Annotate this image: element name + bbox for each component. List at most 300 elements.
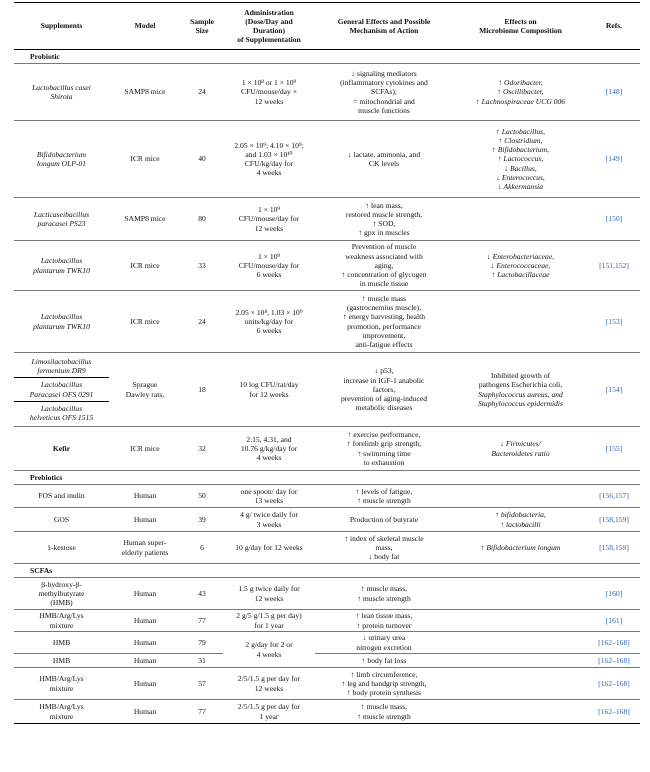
cell-line: Lactobacillus casei (32, 82, 91, 92)
cell-line: ↑ muscle strength (357, 593, 411, 603)
cell-ref (588, 578, 640, 610)
cell-general-effects (315, 427, 453, 471)
ref-link[interactable]: [161] (605, 615, 623, 625)
cell-general-effects (315, 291, 453, 353)
cell-line: Paracasei OFS 0291 (29, 389, 94, 399)
cell-line: and 1.03 × 10¹⁰ (245, 149, 293, 159)
cell-model (109, 508, 181, 532)
cell-supplement (14, 508, 109, 532)
cell-line: muscle functions (358, 105, 410, 115)
table-row (14, 532, 640, 564)
cell-microbiome (453, 64, 588, 121)
cell-line: Inhibited growth of (490, 371, 551, 381)
cell-general-effects (315, 508, 453, 532)
cell-line: Human (133, 514, 157, 524)
cell-line: 3 weeks (256, 519, 282, 529)
cell-line: factors, (372, 384, 396, 394)
cell-line: Bifidobacterium (36, 149, 87, 159)
cell-line: paracasei PS23 (37, 219, 86, 228)
cell-general-effects (315, 578, 453, 610)
cell-general-effects (315, 64, 453, 121)
cell-line: ICR mice (130, 154, 160, 164)
cell-ref (588, 198, 640, 241)
cell-line: 10.76 g/kg/day for (240, 443, 298, 453)
cell-line: 12 weeks (254, 683, 284, 693)
cell-line: methylbutyrate (38, 588, 85, 598)
cell-line: 4 g/ twice daily for (240, 510, 298, 520)
cell-microbiome (453, 668, 588, 700)
cell-sample-size: 31 (181, 654, 223, 668)
cell-line: ↑ Clostridium, (498, 135, 543, 145)
cell-supplement (14, 64, 109, 121)
cell-line: ↓ Bacillus, (504, 163, 537, 173)
cell-line: ↑ muscle strength (357, 711, 411, 721)
cell-line: 4 weeks (256, 453, 282, 463)
cell-line: 2.05 × 10⁸, 1.03 × 10⁹ (235, 307, 303, 317)
cell-ref (588, 610, 640, 632)
cell-sample-size: 43 (181, 578, 223, 610)
cell-line: Human (133, 491, 157, 501)
cell-supplement (14, 610, 109, 632)
cell-line: ↑ Odoribacter, (498, 78, 543, 88)
cell-line: Bacteroidetes ratio (491, 448, 550, 458)
cell-model (109, 632, 181, 654)
cell-sample-size: 33 (181, 241, 223, 291)
cell-line: 1 × 10⁹ (257, 251, 281, 261)
table-row (14, 427, 640, 471)
cell-supplement (14, 700, 109, 724)
cell-line: one spoon/ day for (240, 486, 298, 496)
header-administration (223, 3, 315, 50)
cell-line: Human (133, 588, 157, 598)
ref-link[interactable]: [162–168] (598, 655, 630, 665)
cell-line: ↑ lactobacilli (500, 519, 541, 529)
cell-sample-size: 79 (181, 632, 223, 654)
cell-line: 1 × 10⁸ or 1 × 10⁹ (241, 78, 297, 88)
cell-line: Limosilactobacillus (31, 356, 92, 366)
sub-supplement (14, 401, 109, 424)
table-row (14, 668, 640, 700)
table-row (14, 121, 640, 198)
cell-model (109, 427, 181, 471)
cell-ref (588, 654, 640, 668)
header-line: Administration (244, 7, 294, 17)
ref-link[interactable]: [150] (605, 214, 623, 224)
cell-supplement (14, 291, 109, 353)
cell-line: HMB/Arg/Lys (39, 611, 84, 621)
cell-sample-size: 32 (181, 427, 223, 471)
cell-ref (588, 241, 640, 291)
cell-supplement (14, 485, 109, 508)
cell-line: plantarum TWK10 (33, 321, 90, 331)
cell-line: ↓ Firmicutes/ (500, 439, 541, 449)
cell-line: Lacticaseibacillus (33, 209, 90, 219)
cell-ref (588, 64, 640, 121)
cell-line: FOS and inulin (38, 491, 85, 501)
section-title: Prebiotics (14, 471, 640, 485)
cell-sample-size: 24 (181, 291, 223, 353)
cell-line: ↓ Enterococcus, (496, 172, 545, 182)
cell-line: ↓ body fat (368, 552, 400, 562)
supplements-table (14, 2, 640, 724)
cell-line: Human (133, 637, 157, 647)
cell-line: mixture (49, 711, 74, 721)
cell-line: β-hydroxy-β- (41, 579, 82, 589)
cell-line: 12 weeks (254, 223, 284, 233)
cell-administration (223, 508, 315, 532)
ref-link[interactable]: [156,157] (599, 491, 629, 501)
cell-line: fermentum DR9 (37, 366, 86, 376)
cell-model (109, 198, 181, 241)
cell-line: 13 weeks (254, 496, 284, 505)
cell-line: ↑ Lactococcus, (497, 154, 544, 164)
ref-link[interactable]: [148] (605, 87, 623, 97)
cell-microbiome (453, 485, 588, 508)
cell-line: 4 weeks (256, 168, 282, 178)
cell-line: ↑ muscle mass, (360, 584, 408, 594)
cell-ref (588, 121, 640, 198)
cell-line: ↑ swimming time (357, 448, 411, 458)
header-line: Sample (189, 16, 215, 26)
cell-model (109, 578, 181, 610)
cell-line: pathogens Escherichia coli, (478, 380, 563, 390)
cell-line: ↓ Enterococcaceae, (490, 260, 551, 270)
cell-administration (223, 700, 315, 724)
ref-link[interactable]: [162–168] (598, 678, 630, 688)
cell-line: HMB/Arg/Lys (39, 674, 84, 684)
cell-model (109, 291, 181, 353)
header-line: Microbiome Composition (479, 26, 562, 35)
table-body (14, 50, 640, 724)
cell-line: HMB/Arg/Lys (39, 702, 84, 712)
table-row (14, 654, 640, 668)
cell-microbiome (453, 198, 588, 241)
cell-line: ↑ Lachnospiraceae UCG 006 (475, 96, 566, 106)
cell-sample-size: 57 (181, 668, 223, 700)
cell-line: units/kg/day for (244, 316, 294, 326)
cell-line: 6 weeks (256, 326, 282, 336)
header-line: Mechanism of Action (349, 26, 419, 35)
cell-line: Shirota (50, 92, 73, 101)
cell-microbiome (453, 632, 588, 654)
cell-line: plantarum TWK10 (33, 265, 90, 275)
cell-line: ↑ leg and handgrip strength, (341, 678, 427, 688)
cell-line: SCFAs); (370, 87, 398, 97)
cell-line: 2.05 × 10⁹; 4.10 × 10⁹; (234, 140, 304, 150)
cell-line: metabolic diseases (355, 403, 413, 413)
cell-line: ↑ protein turnover (356, 620, 412, 630)
cell-administration (223, 427, 315, 471)
cell-line: (HMB) (50, 598, 73, 608)
header-supplements: Supplements (14, 3, 109, 50)
cell-model (109, 121, 181, 198)
cell-sample-size: 50 (181, 485, 223, 508)
header-sample-size (181, 3, 223, 50)
cell-line: Lactobacillus (40, 312, 83, 322)
cell-general-effects (315, 532, 453, 564)
cell-supplement (14, 654, 109, 668)
cell-supplement (14, 121, 109, 198)
cell-line: 6 weeks (256, 270, 282, 280)
cell-line: ↓ signaling mediators (351, 68, 417, 78)
cell-line: ICR mice (130, 260, 160, 270)
cell-line: Dawley rats, (125, 389, 165, 399)
cell-line: ↑ gpx in muscles (358, 228, 410, 238)
ref-link[interactable]: [162–168] (598, 637, 630, 647)
cell-line: ↑ lean tissue mass, (355, 611, 413, 621)
cell-line: for 1 year (254, 620, 284, 630)
cell-supplement (14, 353, 109, 427)
cell-general-effects (315, 632, 453, 654)
cell-model (109, 485, 181, 508)
cell-microbiome (453, 610, 588, 632)
cell-line: ↑ bifidobacteria, (495, 510, 546, 520)
cell-line: CFU/mouse/day for (238, 214, 300, 224)
cell-microbiome (453, 121, 588, 198)
cell-line: in muscle tissue (359, 279, 409, 289)
cell-administration (223, 668, 315, 700)
cell-line: Lactobacillus (40, 403, 83, 413)
cell-line: Prevention of muscle (351, 242, 417, 252)
cell-line: ↑ Oscillibacter, (497, 87, 544, 97)
cell-line: ↑ Bifidobacterium, (492, 145, 549, 155)
table-row (14, 64, 640, 121)
cell-line: SAMP8 mice (124, 87, 166, 97)
cell-sample-size: 6 (181, 532, 223, 564)
cell-line: = mitochondrial and (353, 96, 415, 106)
ref-link[interactable]: [155] (605, 443, 623, 453)
cell-sample-size: 40 (181, 121, 223, 198)
cell-line: ↑ muscle strength (357, 496, 411, 505)
cell-line: ↑ lean mass, (365, 200, 403, 210)
cell-line: ↑ levels of fatigue, (355, 486, 413, 496)
table-row (14, 198, 640, 241)
cell-line: 1 × 10⁹ (257, 205, 281, 215)
cell-line: promotion, performance (347, 321, 421, 331)
sub-supplement (14, 377, 109, 400)
table-row (14, 291, 640, 353)
cell-line: ↑ SOD, (372, 219, 396, 228)
ref-link[interactable]: [149] (605, 154, 623, 164)
ref-link[interactable]: [158,159] (599, 542, 629, 552)
cell-line: ↑ muscle mass (361, 293, 407, 303)
cell-line: weakness associated with (345, 251, 423, 261)
cell-line: longum OLP-01 (36, 159, 87, 168)
cell-line: Human (133, 706, 157, 716)
ref-link[interactable]: [160] (605, 588, 623, 598)
cell-ref (588, 485, 640, 508)
cell-line: Human (133, 678, 157, 688)
cell-line: HMB (52, 637, 71, 647)
cell-line: mass, (375, 542, 393, 552)
cell-model (109, 353, 181, 427)
table-row (14, 610, 640, 632)
cell-line: Kefir (52, 443, 71, 453)
cell-line: ↑ Lactobacillus, (496, 126, 545, 136)
cell-microbiome (453, 654, 588, 668)
cell-line: Staphylococcus aureus, and (478, 389, 563, 399)
cell-line: ↑ Lactobacillaceae (491, 270, 550, 280)
cell-line: ↓ Akkermansia (497, 182, 544, 191)
cell-administration (223, 578, 315, 610)
cell-line: restored muscle strength, (345, 209, 423, 219)
cell-ref (588, 508, 640, 532)
table-row (14, 485, 640, 508)
cell-line: 4 weeks (256, 649, 282, 659)
cell-model (109, 610, 181, 632)
cell-line: prevention of aging-induced (340, 394, 428, 404)
cell-model (109, 700, 181, 724)
cell-model (109, 241, 181, 291)
cell-sample-size: 77 (181, 700, 223, 724)
header-line: Effects on (504, 16, 537, 26)
cell-line: Human (133, 615, 157, 625)
cell-line: 10 log CFU/rat/day (239, 380, 299, 390)
cell-line: helveticus OFS 1515 (29, 412, 94, 422)
cell-supplement (14, 198, 109, 241)
cell-ref (588, 427, 640, 471)
cell-microbiome (453, 241, 588, 291)
cell-supplement (14, 632, 109, 654)
header-line: Size (195, 26, 209, 35)
cell-line: ↑ forelimb grip strength, (346, 439, 422, 449)
cell-line: ↑ index of skeletal muscle (344, 533, 424, 543)
cell-microbiome (453, 291, 588, 353)
cell-line: 2 g/5 g/1.5 g per day) (236, 611, 302, 621)
cell-administration (223, 610, 315, 632)
cell-line: ↑ limb circumference, (350, 669, 418, 679)
cell-line: improvement, (362, 330, 406, 340)
cell-general-effects (315, 700, 453, 724)
cell-supplement (14, 532, 109, 564)
cell-line: (gastrocnemius muscle), (346, 303, 422, 313)
cell-administration (223, 121, 315, 198)
cell-model (109, 668, 181, 700)
cell-microbiome (453, 353, 588, 427)
header-row (14, 3, 640, 50)
cell-sample-size: 77 (181, 610, 223, 632)
cell-line: mixture (49, 683, 74, 693)
header-line: Duration) (252, 26, 286, 35)
cell-line: elderly patients (121, 547, 169, 557)
ref-link[interactable]: [151,152] (599, 260, 629, 270)
section-title: SCFAs (14, 564, 640, 578)
ref-link[interactable]: [154] (605, 384, 623, 394)
cell-line: 2/5/1.5 g per day for (237, 702, 301, 712)
cell-line: 10 g/day for 12 weeks (235, 542, 303, 552)
cell-administration (223, 485, 315, 508)
cell-administration (223, 198, 315, 241)
cell-line: for 12 weeks (249, 389, 289, 399)
cell-line: 2/5/1.5 g per day for (237, 674, 301, 684)
cell-administration (223, 64, 315, 121)
cell-model (109, 64, 181, 121)
cell-line: 2 g/day for 2 or (245, 640, 293, 650)
cell-general-effects (315, 198, 453, 241)
cell-line: ICR mice (130, 316, 160, 326)
cell-line: mixture (49, 620, 74, 630)
cell-supplement (14, 427, 109, 471)
cell-line: ↑ Bifidobacterium longum (480, 542, 561, 552)
cell-line: GOS (53, 514, 70, 524)
cell-line: ↓ lactate, ammonia, and (347, 149, 421, 159)
cell-sample-size: 24 (181, 64, 223, 121)
cell-line: nitrogen excretion (356, 642, 412, 652)
cell-line: CK levels (368, 159, 400, 168)
cell-general-effects (315, 353, 453, 427)
header-general-effects (315, 3, 453, 50)
header-refs: Refs. (588, 3, 640, 50)
cell-line: CFU/mouse/day × (241, 87, 297, 97)
cell-administration (223, 291, 315, 353)
cell-ref (588, 353, 640, 427)
table-row (14, 578, 640, 610)
cell-line: 12 weeks (254, 96, 284, 106)
cell-line: ICR mice (130, 443, 160, 453)
table-row (14, 241, 640, 291)
cell-line: ↑ body fat loss (361, 655, 407, 665)
cell-line: ↑ body protein synthesis (346, 688, 422, 698)
section-row-probiotic (14, 50, 640, 64)
cell-ref (588, 632, 640, 654)
cell-line: Sprague (132, 380, 158, 390)
header-line: (Dose/Day and (245, 16, 293, 26)
cell-model (109, 532, 181, 564)
cell-sample-size: 80 (181, 198, 223, 241)
section-row-scfas (14, 564, 640, 578)
header-line: General Effects and Possible (337, 16, 431, 26)
cell-ref (588, 668, 640, 700)
section-row-prebiotics (14, 471, 640, 485)
cell-line: ↑ exercise performance, (347, 430, 421, 440)
cell-general-effects (315, 654, 453, 668)
header-line: of Supplementation (237, 35, 301, 45)
ref-link[interactable]: [158,159] (599, 514, 629, 524)
cell-line: ↑ energy harvesting, health (342, 312, 426, 322)
cell-line: SAMP8 mice (124, 214, 166, 224)
table-row (14, 632, 640, 654)
cell-administration (223, 353, 315, 427)
cell-microbiome (453, 508, 588, 532)
cell-line: Production of butyrate (349, 514, 419, 524)
cell-general-effects (315, 610, 453, 632)
cell-microbiome (453, 578, 588, 610)
cell-line: 1.5 g twice daily for (238, 584, 300, 594)
cell-sample-size: 18 (181, 353, 223, 427)
header-model: Model (109, 3, 181, 50)
cell-microbiome (453, 532, 588, 564)
cell-line: Human super- (123, 538, 167, 548)
cell-ref (588, 291, 640, 353)
cell-line: 12 weeks (254, 593, 284, 603)
table-row (14, 700, 640, 724)
cell-model (109, 654, 181, 668)
cell-line: aging, (374, 260, 394, 270)
cell-line: 2.15, 4.31, and (246, 434, 292, 444)
cell-line: Human (133, 655, 157, 665)
table-row (14, 508, 640, 532)
ref-link[interactable]: [162–168] (598, 706, 630, 716)
cell-line: 1 year (259, 711, 279, 721)
cell-general-effects (315, 241, 453, 291)
cell-line: Lactobacillus (40, 380, 83, 390)
cell-line: CFU/kg/day for (244, 159, 294, 168)
cell-line: Lactobacillus (40, 256, 83, 266)
cell-general-effects (315, 485, 453, 508)
cell-line: anti-fatigue effects (355, 339, 413, 349)
cell-ref (588, 700, 640, 724)
ref-link[interactable]: [153] (605, 316, 623, 326)
